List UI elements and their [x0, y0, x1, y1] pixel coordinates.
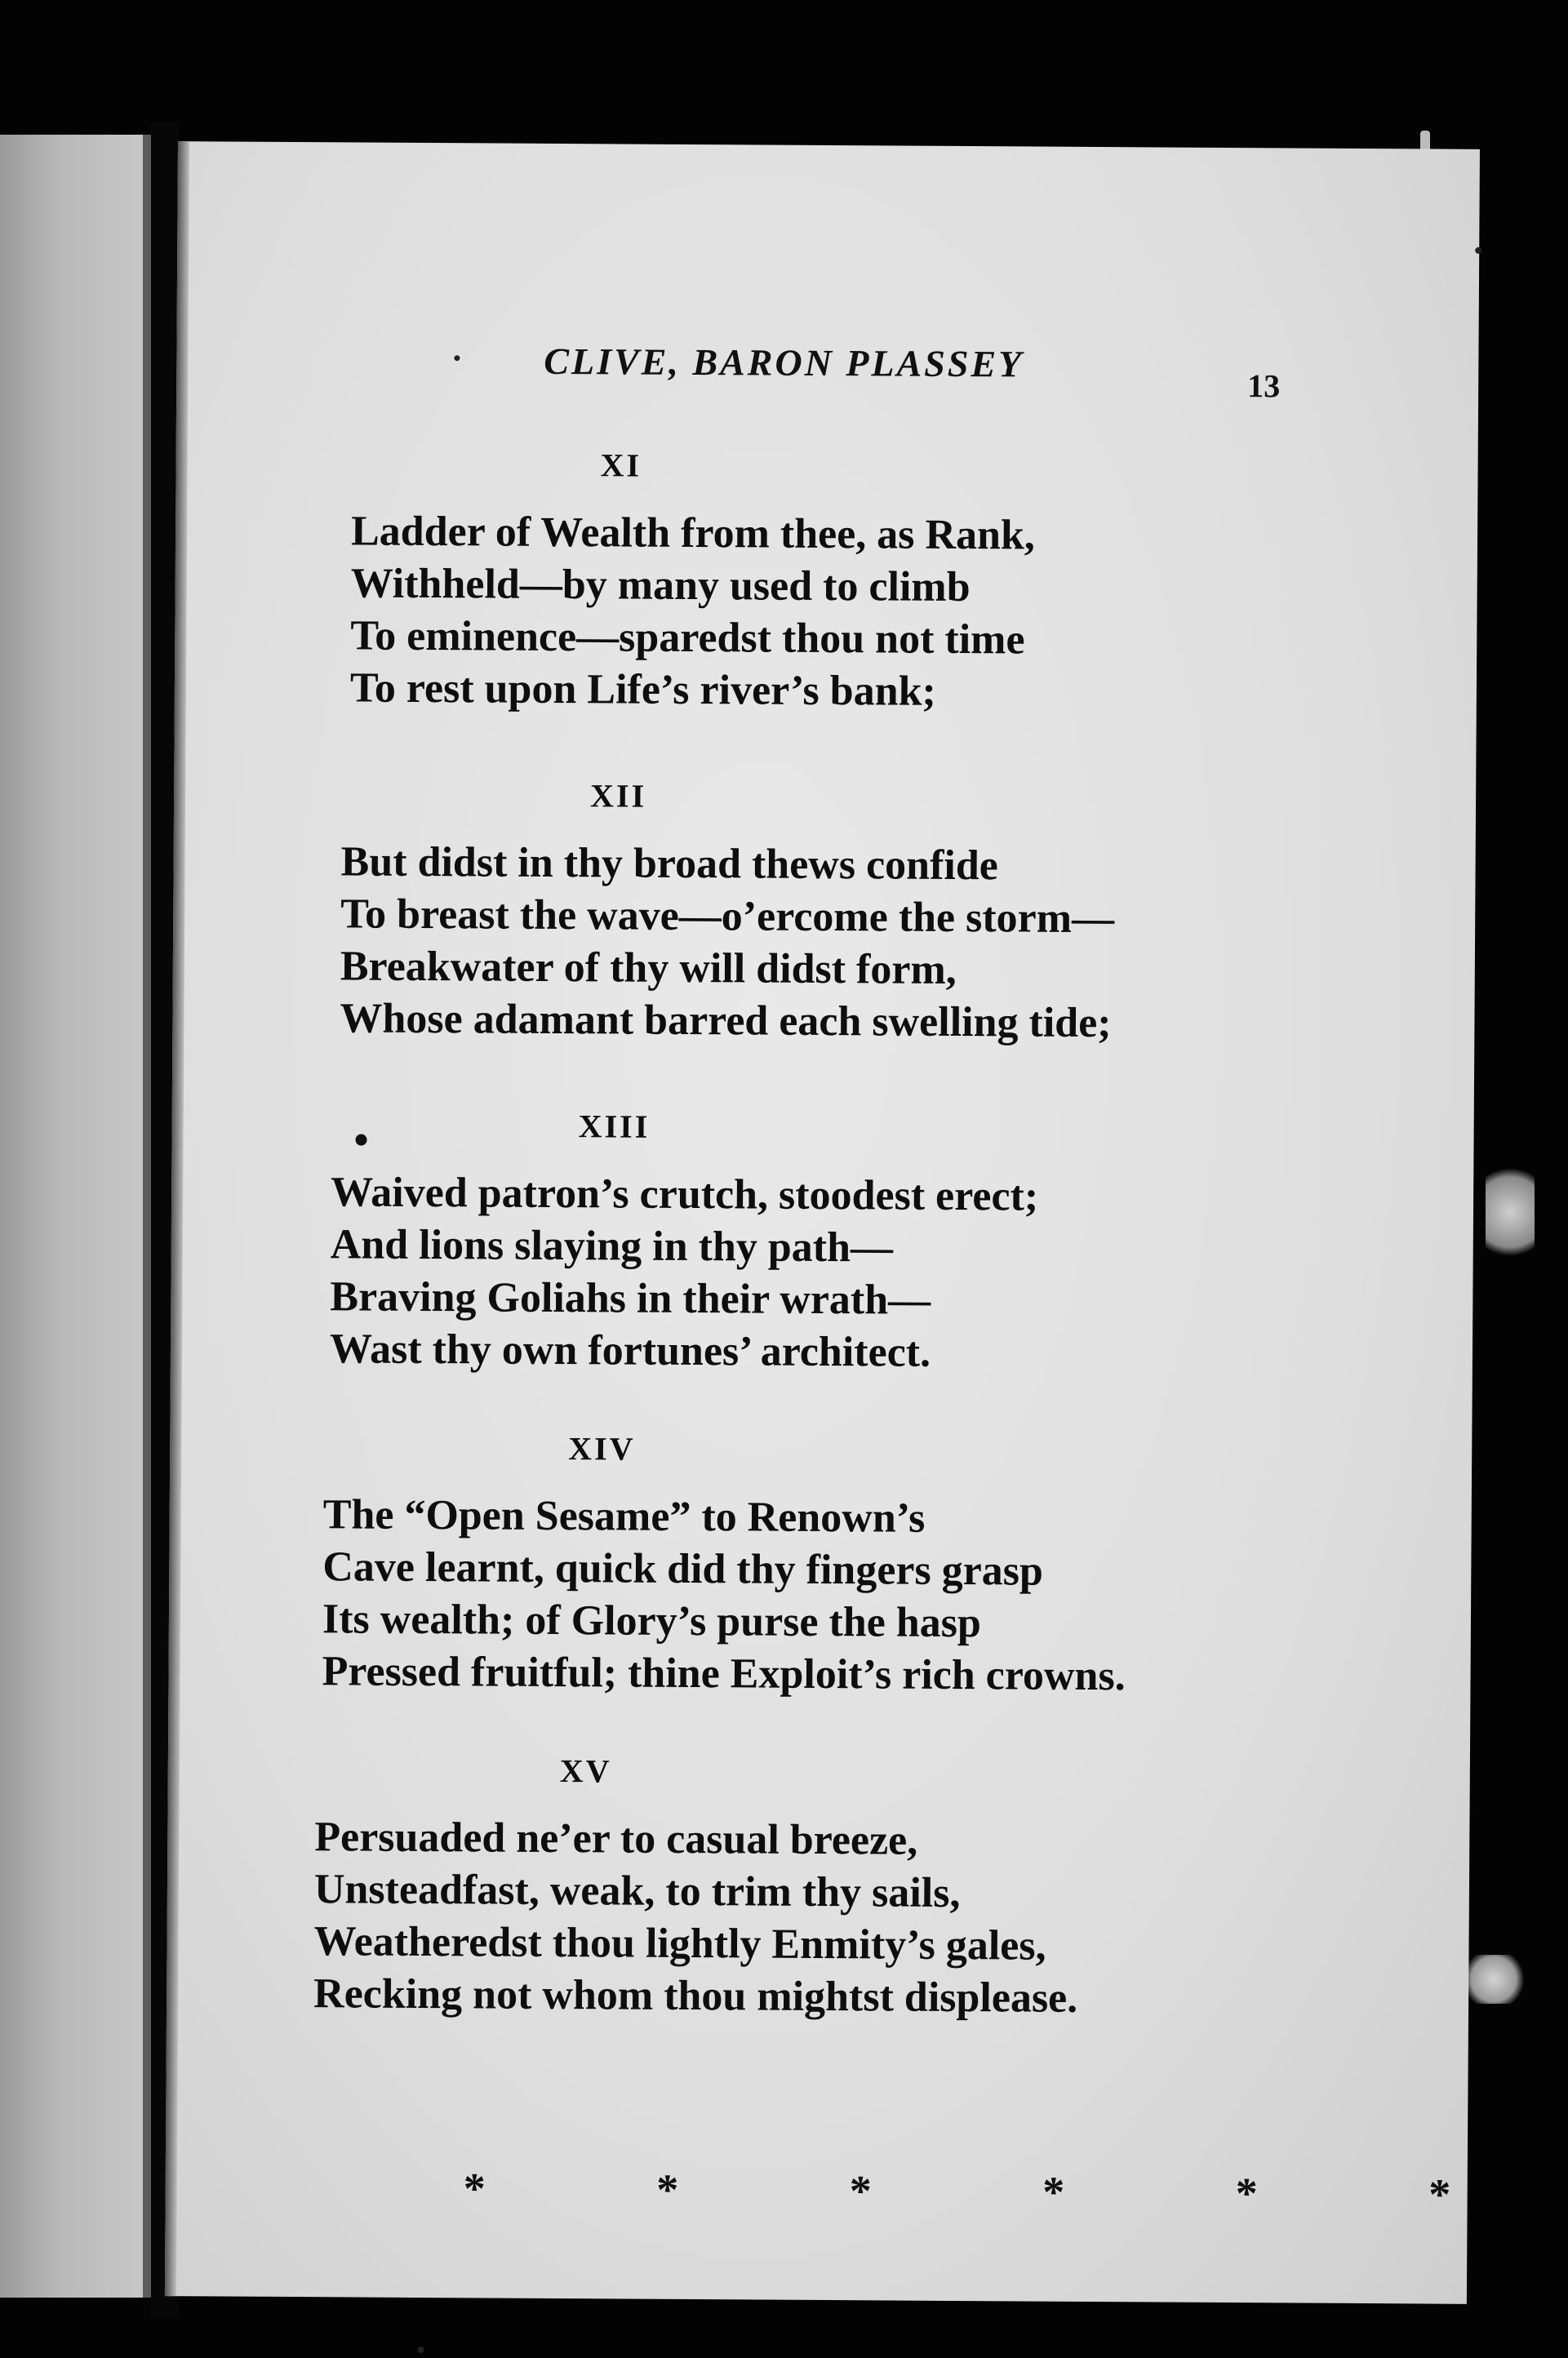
- stanza-numeral: XII: [589, 777, 647, 815]
- verse-line: Ladder of Wealth from thee, as Rank,: [350, 508, 1036, 559]
- stanza-numeral: XIV: [568, 1430, 636, 1468]
- stanza-numeral: XV: [559, 1752, 612, 1790]
- verse-line: To eminence—sparedst thou not time: [350, 612, 1025, 664]
- book-page: [165, 141, 1531, 2304]
- verse-line: Cave learnt, quick did thy fingers grasp: [322, 1543, 1044, 1595]
- asterisk-ornament: * * * * * *: [463, 2164, 1531, 2220]
- verse-line: Breakwater of thy will didst form,: [340, 943, 957, 993]
- verse-line: Whose adamant barred each swelling tide;: [340, 995, 1112, 1047]
- verse-line: To breast the wave—o’ercome the storm—: [340, 890, 1115, 943]
- stanza: [340, 775, 1115, 1050]
- scan-artifact: [1461, 1955, 1526, 2004]
- verse-line: Its wealth; of Glory’s purse the hasp: [322, 1596, 982, 1647]
- verse-line: Pressed fruitful; thine Exploit’s rich crowns.: [322, 1648, 1126, 1700]
- verse-line: The “Open Sesame” to Renown’s: [322, 1491, 926, 1542]
- scan-speck: [356, 1134, 367, 1145]
- verse-line: But didst in thy broad thews confide: [340, 838, 999, 890]
- previous-page-edge: [0, 135, 151, 2298]
- stanza: [322, 1428, 1126, 1703]
- verse-line: Waived patron’s crutch, stoodest erect;: [330, 1169, 1039, 1220]
- scan-speck: [454, 355, 460, 361]
- verse-line: Recking not whom thou mightst displease.: [313, 1970, 1078, 2022]
- verse-line: To rest upon Life’s river’s bank;: [349, 664, 937, 715]
- scan-artifact: [1486, 1159, 1535, 1265]
- verse-line: Wast thy own fortunes’ architect.: [329, 1326, 931, 1376]
- verse-line: Persuaded ne’er to casual breeze,: [314, 1814, 918, 1864]
- stanza-numeral: XIII: [578, 1108, 651, 1145]
- verse-line: And lions slaying in thy path—: [330, 1221, 894, 1272]
- running-head: CLIVE, BARON PLASSEY: [544, 340, 1024, 385]
- verse-line: Braving Goliahs in their wrath—: [330, 1273, 931, 1324]
- stanza: [350, 444, 1036, 718]
- scan-speck: [417, 2347, 424, 2353]
- scan-speck: [1475, 247, 1481, 254]
- verse-line: Withheld—by many used to climb: [350, 560, 971, 611]
- stanza-numeral: XI: [600, 446, 642, 484]
- page-number: 13: [1247, 367, 1281, 405]
- stanza: [313, 1750, 1079, 2025]
- verse-line: Unsteadfast, weak, to trim thy sails,: [313, 1866, 961, 1917]
- stanza: [330, 1105, 1039, 1379]
- verse-line: Weatheredst thou lightly Enmity’s gales,: [313, 1918, 1046, 1969]
